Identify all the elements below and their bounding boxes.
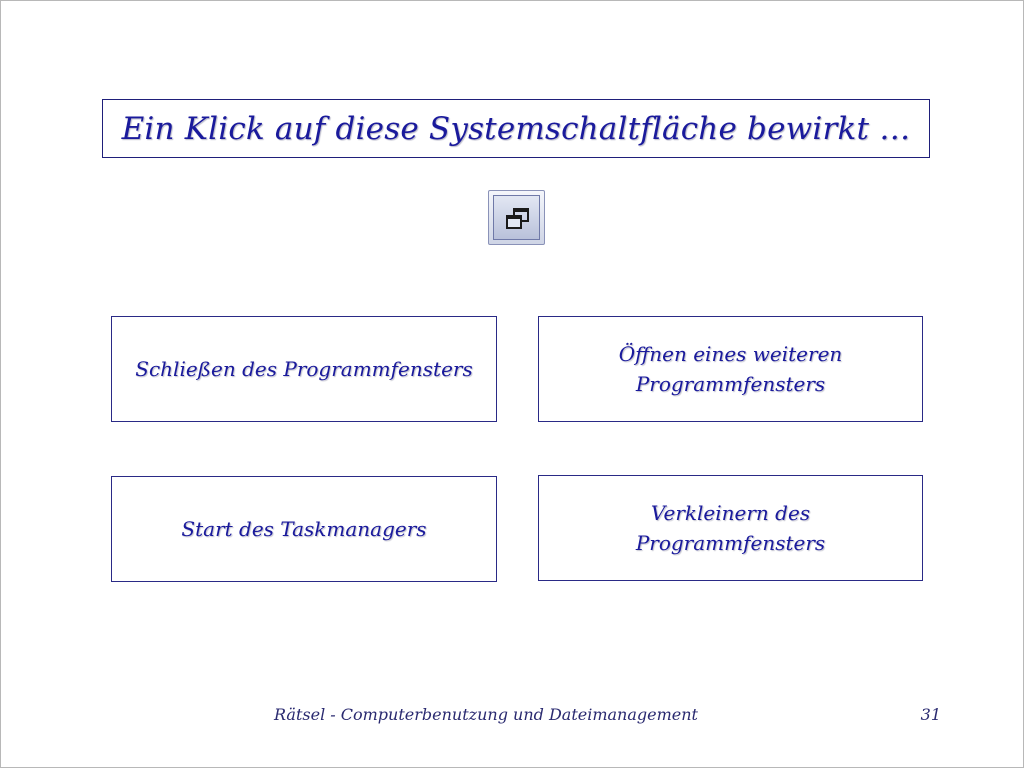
answer-label: Verkleinern des Programmfensters	[635, 501, 826, 555]
title-box	[102, 99, 930, 158]
answer-shrink-window[interactable]	[538, 475, 923, 581]
restore-down-button-face	[493, 195, 540, 240]
answer-close-window[interactable]	[111, 316, 497, 422]
answer-label: Schließen des Programmfensters	[135, 357, 473, 381]
answer-start-task-manager[interactable]	[111, 476, 497, 582]
slide-title: Ein Klick auf diese Systemschaltfläche bewirkt …	[121, 110, 911, 147]
answer-label: Start des Taskmanagers	[181, 517, 427, 541]
page-number: 31	[920, 705, 941, 724]
answer-label: Öffnen eines weiteren Programmfensters	[618, 342, 843, 396]
answer-open-another-window[interactable]	[538, 316, 923, 422]
restore-window-icon	[503, 205, 533, 235]
footer-text: Rätsel - Computerbenutzung und Dateimanagement	[274, 705, 698, 724]
restore-down-button[interactable]	[488, 190, 545, 245]
